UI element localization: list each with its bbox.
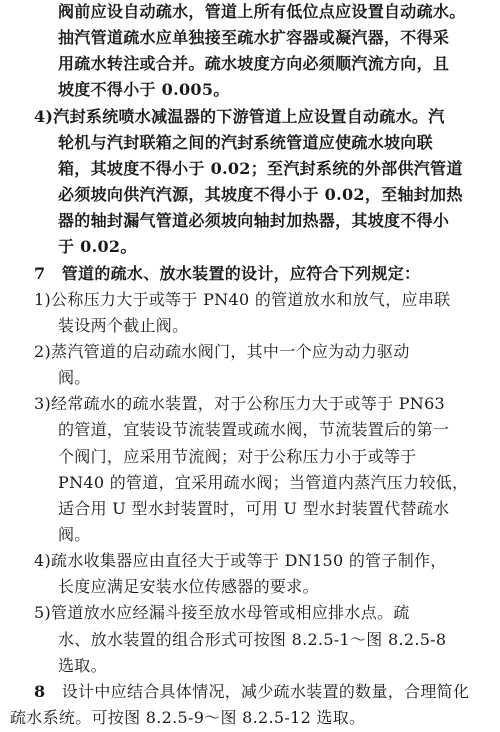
list-item-4-collector: 4)疏水收集器应由直径大于或等于 DN150 的管子制作，	[34, 551, 447, 571]
text-line: 阀前应设自动疏水，管道上所有低位点应设置自动疏水。	[58, 2, 466, 21]
list-item-3: 3)经常疏水的疏水装置，对于公称压力大于或等于 PN63	[34, 394, 446, 414]
clause-8-paragraph: 8 设计中应结合具体情况，减少疏水装置的数量，合理简化	[34, 681, 470, 701]
text-line: 于 0.02。	[58, 237, 137, 257]
text-line: PN40 的管道，宜采用疏水阀；当管道内蒸汽压力较低，	[58, 472, 469, 492]
text-line: 阀。	[58, 525, 91, 544]
text-line: 水、放水装置的组合形式可按图 8.2.5-1～图 8.2.5-8	[58, 629, 447, 649]
text-line: 的管道，宜装设节流装置或疏水阀，节流装置后的第一	[58, 420, 450, 440]
text-line: 疏水系统。可按图 8.2.5-9～图 8.2.5-12 选取。	[10, 708, 366, 727]
list-item-1: 1)公称压力大于或等于 PN40 的管道放水和放气，应串联	[34, 289, 451, 309]
text-line: 用疏水转注或合并。疏水坡度方向必须顺汽流方向，且	[58, 54, 450, 74]
text-line: 长度应满足安装水位传感器的要求。	[58, 577, 319, 597]
text-line: 选取。	[58, 655, 107, 675]
text-line: 抽汽管道疏水应单独接至疏水扩容器或凝汽器，不得采	[58, 28, 450, 48]
list-item-5: 5)管道放水应经漏斗接至放水母管或相应排水点。疏	[34, 603, 410, 623]
clause-7-heading: 7 管道的疏水、放水装置的设计，应符合下列规定：	[34, 263, 421, 283]
text-line: 阀。	[58, 368, 91, 388]
text-line: 箱，其坡度不得小于 0.02；至汽封系统的外部供汽管道	[58, 158, 463, 178]
text-line: 个阀门，应采用节流阀；对于公称压力小于或等于	[58, 446, 417, 466]
text-line: 装设两个截止阀。	[58, 315, 189, 335]
text-line: 适合用 U 型水封装置时，可用 U 型水封装置代替疏水	[58, 498, 450, 518]
text-line: 轮机与汽封联箱之间的汽封系统管道应使疏水坡向联	[58, 132, 433, 152]
text-line: 坡度不得小于 0.005。	[58, 80, 230, 100]
list-item-4-seal: 4)汽封系统喷水减温器的下游管道上应设置自动疏水。汽	[34, 106, 445, 126]
text-line: 必须坡向供汽汽源，其坡度不得小于 0.02，至轴封加热	[58, 185, 463, 204]
text-line: 器的轴封漏气管道必须坡向轴封加热器，其坡度不得小	[58, 211, 450, 231]
list-item-2: 2)蒸汽管道的启动疏水阀门，其中一个应为动力驱动	[34, 341, 410, 361]
